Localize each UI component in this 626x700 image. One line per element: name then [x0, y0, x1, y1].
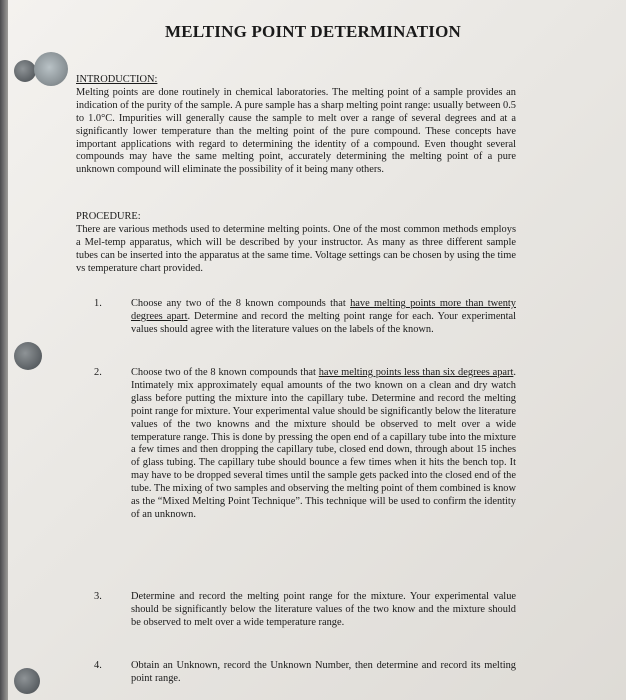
step-text-part: Choose two of the 8 known compounds that	[131, 367, 319, 378]
binder-hole	[34, 52, 68, 86]
step-text	[131, 367, 516, 522]
step-text: Determine and record the melting point range for the mixture. Your experimental value should be significantly below the literature values of the two know and the mixture should be observed to melt over a wide temperature range.	[131, 591, 516, 628]
step-number: 1.	[94, 298, 102, 309]
step-text-part: . Intimately mix approximately equal amounts of the two known on a clean and dry watch glass before putting the mixture into the capillary tube. Determine and record the melting point range for mixture. Your experimental value should be significantly below the literature values of the two knowns and the mixture should be observed to melt over a wide temperature range. This is done by pressing the open end of a capillary tube into the mixture a few times and then dropping the capillary tube, closed end down, through about 15 inches of glass tubing. The capillary tube should bounce a few times when it hits the bench top. It may have to be dropped several times until the sample gets packed into the closed end of the tube. The mixing of two samples and observing the melting point of them combined is know as the “Mixed Melting Point Technique”. This technique will be used to confirm the identity of an unknown.	[131, 367, 516, 520]
step-text: Obtain an Unknown, record the Unknown Number, then determine and record its melting point range.	[131, 660, 516, 684]
page-edge-shadow	[0, 0, 8, 700]
binder-hole	[14, 60, 36, 82]
binder-hole	[14, 342, 42, 370]
step-number: 4.	[94, 660, 102, 671]
introduction-text: Melting points are done routinely in chemical laboratories. The melting point of a sample provides an indication of the purity of the sample. A pure sample has a sharp melting point range: usually between 0.5 to 1.0°C. Impurities will generally cause the sample to melt over a range of several degrees and at a significantly lower temperature than the melting point of the pure compound. These concepts have important applications with regard to determining the identity of a compound. Even thought several compounds may have the same melting point, accurately determining the melting point of a pure unknown compound will eliminate the possibility of it being many others.	[76, 86, 516, 176]
step-number: 2.	[94, 367, 102, 378]
step-text-part: . Determine and record the melting point range for each. Your experimental values should agree with the literature values on the labels of the known.	[131, 310, 517, 335]
step-underlined-text: have melting points less than six degrees apart	[318, 367, 514, 378]
procedure-heading: PROCEDURE:	[76, 211, 141, 222]
step-text-part: Choose any two of the 8 known compounds that	[131, 298, 351, 309]
introduction-heading: INTRODUCTION:	[76, 74, 158, 85]
introduction-section	[76, 74, 516, 177]
document-title: MELTING POINT DETERMINATION	[164, 22, 462, 41]
step-text	[131, 298, 516, 337]
procedure-text: There are various methods used to determine melting points. One of the most common methods employs a Mel-temp apparatus, which will be described by your instructor. As many as three different sample tubes can be inserted into the apparatus at the same time. Voltage settings can be chosen by using the time vs temperature chart provided.	[76, 223, 516, 274]
binder-hole	[14, 668, 40, 694]
step-number: 3.	[94, 591, 102, 602]
procedure-section	[76, 211, 516, 276]
step-underlined-text: have melting points more than twenty degrees apart	[131, 298, 516, 322]
